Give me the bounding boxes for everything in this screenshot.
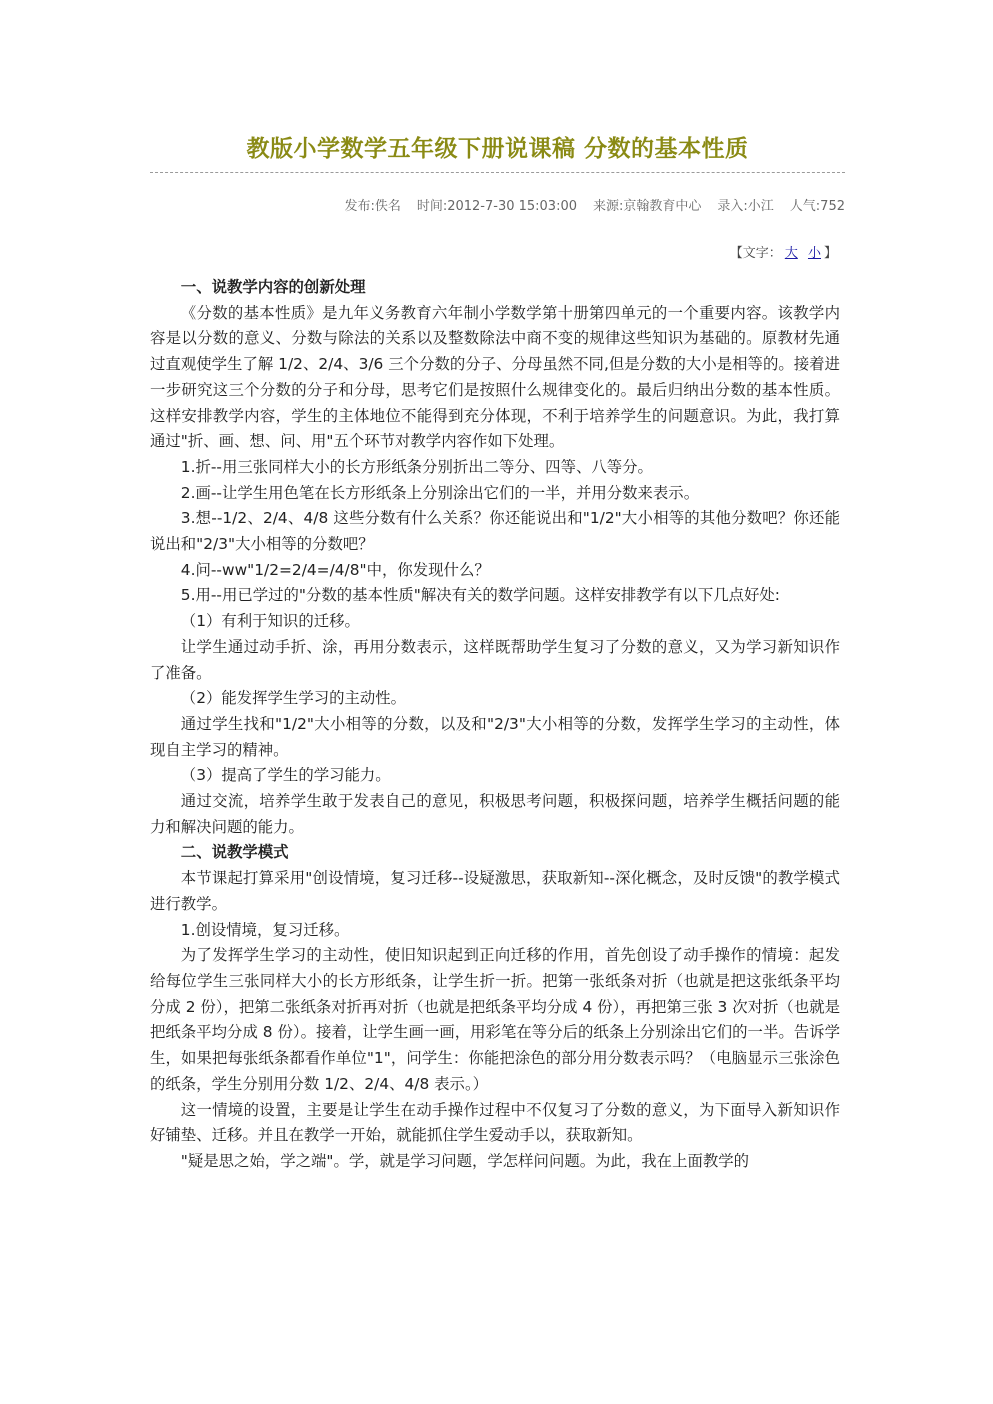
section-heading: 二、说教学模式: [180, 843, 289, 862]
section-heading: 一、说教学内容的创新处理: [180, 278, 366, 296]
article-body: [150, 275, 840, 1175]
paragraph: （2）能发挥学生学习的主动性。: [180, 689, 407, 708]
meta-time: 时间:2012-7-30 15:03:00: [416, 199, 578, 214]
meta-recorder: 录入:小江: [717, 199, 774, 214]
paragraph: 5.用--用已学过的"分数的基本性质"解决有关的数学问题。这样安排教学有以下几点好处:: [180, 586, 780, 605]
font-size-switcher: [730, 242, 837, 261]
paragraph: 本节课起打算采用"创设情境，复习迁移--设疑激思，获取新知--深化概念，及时反馈"的教学模式进行教学。: [150, 869, 840, 913]
meta-publisher: 发布:佚名: [344, 199, 401, 214]
paragraph: 《分数的基本性质》是九年义务教育六年制小学数学第十册第四单元的一个重要内容。该教学内容是以分数的意义、分数与除法的关系以及整数除法中商不变的规律这些知识为基础的。原教材先通过直观使学生了解 1/2、2/4、3/6 三个分数的分子、分母虽然不同,但是分数的大小是相等的。接着进一步研究这三个分数的分子和分母，思考它们是按照什么规律变化的。最后归纳出分数的基本性质。这样安排教学内容，学生的主体地位不能得到充分体现，不利于培养学生的问题意识。为此，我打算通过"折、画、想、问、用"五个环节对教学内容作如下处理。: [150, 303, 840, 451]
font-size-suffix: 】: [823, 246, 837, 261]
paragraph: （1）有利于知识的迁移。: [180, 612, 360, 631]
paragraph: "疑是思之始，学之端"。学，就是学习问题，学怎样问问题。为此，我在上面教学的: [180, 1151, 750, 1170]
paragraph: 4.问--ww"1/2=2/4=/4/8"中，你发现什么？: [180, 560, 490, 579]
paragraph: 让学生通过动手折、涂，再用分数表示，这样既帮助学生复习了分数的意义，又为学习新知识作了准备。: [150, 637, 840, 682]
paragraph: 通过学生找和"1/2"大小相等的分数，以及和"2/3"大小相等的分数，发挥学生学习的主动性，体现自主学习的精神。: [150, 714, 840, 759]
font-size-small-link[interactable]: 小: [807, 246, 821, 261]
paragraph: 3.想--1/2、2/4、4/8 这些分数有什么关系？你还能说出和"1/2"大小相等的其他分数吧？你还能说出和"2/3"大小相等的分数吧？: [150, 509, 840, 554]
paragraph: 2.画--让学生用色笔在长方形纸条上分别涂出它们的一半，并用分数来表示。: [180, 483, 700, 502]
meta-source: 来源:京翰教育中心: [593, 199, 702, 214]
article-title: 教版小学数学五年级下册说课稿 分数的基本性质: [246, 136, 749, 162]
paragraph: 为了发挥学生学习的主动性，使旧知识起到正向迁移的作用，首先创设了动手操作的情境：起发给每位学生三张同样大小的长方形纸条，让学生折一折。把第一张纸条对折（也就是把这张纸条平均分成 2 份），把第二张纸条对折再对折（也就是把纸条平均分成 4 份），再把第三张 3 次对折（也就是把纸条平均分成 8 份）。接着，让学生画一画，用彩笔在等分后的纸条上分别涂出它们的一半。告诉学生，如果把每张纸条都看作单位"1"，问学生：你能把涂色的部分用分数表示吗？（电脑显示三张涂色的纸条，学生分别用分数 1/2、2/4、4/8 表示。）: [150, 946, 840, 1093]
article-meta: [328, 195, 845, 214]
paragraph: 通过交流，培养学生敢于发表自己的意见，积极思考问题，积极探问题，培养学生概括问题的能力和解决问题的能力。: [150, 792, 840, 836]
font-size-prefix: 【文字：: [729, 246, 782, 261]
title-divider: [150, 172, 845, 173]
font-size-large-link[interactable]: 大: [784, 246, 798, 261]
paragraph: 1.创设情境，复习迁移。: [180, 920, 350, 939]
paragraph: （3）提高了学生的学习能力。: [180, 766, 391, 785]
meta-popularity: 人气:752: [789, 199, 845, 214]
paragraph: 1.折--用三张同样大小的长方形纸条分别折出二等分、四等、八等分。: [180, 457, 653, 476]
paragraph: 这一情境的设置，主要是让学生在动手操作过程中不仅复习了分数的意义，为下面导入新知识作好铺垫、迁移。并且在教学一开始，就能抓住学生爱动手以，获取新知。: [150, 1100, 840, 1145]
